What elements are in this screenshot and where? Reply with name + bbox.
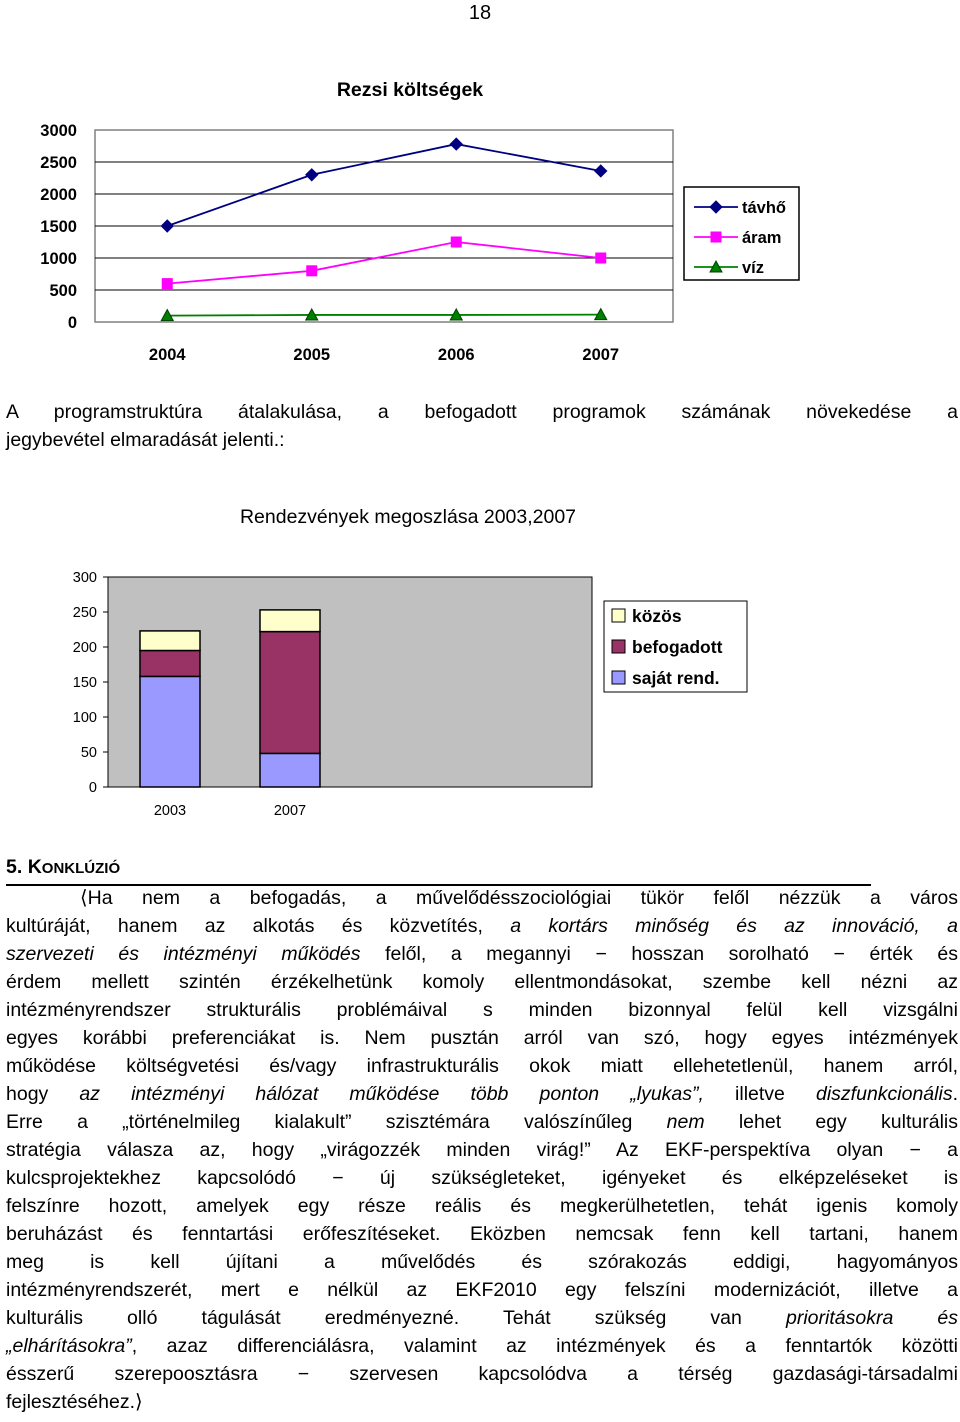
line-chart-rezsi: [0, 70, 960, 450]
chart2-ytick: 200: [72, 640, 97, 656]
chart1-legend-label: víz: [742, 259, 765, 277]
chart2-legend-swatch: [612, 640, 625, 653]
chart2-legend-label: közös: [632, 606, 682, 626]
heading-first-letter: K: [27, 856, 42, 878]
chart2-ytick: 0: [88, 780, 97, 796]
heading-number: 5.: [6, 856, 28, 878]
chart1-xtick: 2004: [148, 346, 186, 364]
chart2-xtick: 2003: [153, 803, 187, 819]
chart1-ytick: 1500: [40, 218, 77, 236]
body-line-10: stratégia válasza az, hogy „virágozzék minden virág!” Az EKF-perspektíva olyan − a: [6, 1139, 958, 1161]
body-line-8: hogy az intézményi hálózat működése több ponton „lyukas”, illetve diszfunkcionális.: [6, 1083, 958, 1105]
chart2-legend-swatch: [612, 609, 625, 622]
chart2-bar-segment: [140, 631, 200, 651]
chart2-ytick: 150: [72, 675, 97, 691]
chart2-ytick: 250: [72, 605, 97, 621]
body-line-9: Erre a „történelmileg kialakult” szisztémára valószínűleg nem lehet egy kulturális: [6, 1111, 958, 1133]
chart1-ytick: 1000: [40, 250, 77, 268]
body-line-4: érdem mellett szintén érzékelhetünk komoly ellentmondásokat, szembe kell nézni az: [6, 971, 958, 993]
chart2-bar-segment: [260, 632, 320, 754]
chart1-legend-marker: [711, 232, 721, 242]
chart2-title: Rendezvények megoszlása 2003,2007: [239, 506, 577, 528]
chart2-ytick: 100: [72, 710, 97, 726]
body-line-12: felszínre hozott, amelyek egy része reális és megkerülhetetlen, tehát igenis komoly: [6, 1195, 958, 1217]
intro-paragraph: [6, 398, 958, 454]
body-line-6: egyes korábbi preferenciákat is. Nem pusztán arról van szó, hogy egyes intézmények: [6, 1027, 958, 1049]
chart1-ytick: 2000: [40, 186, 77, 204]
body-line-18: ésszerű szerepoosztásra − szervesen kapcsolódva a térség gazdasági-társadalmi: [6, 1363, 958, 1385]
stacked-bar-chart-rendezvenyek: [0, 495, 960, 835]
heading-rest: ONKLÚZIÓ: [41, 860, 121, 877]
chart1-xtick: 2006: [437, 346, 475, 364]
intro-line-1: A programstruktúra átalakulása, a befogadott programok számának növekedése a: [6, 401, 958, 423]
body-line-7: működése költségvetési és/vagy infrastrukturális okok miatt ellehetetlenül, hanem arról,: [6, 1055, 958, 1077]
body-line-17: „elhárításokra”, azaz differenciálásra, valamint az intézmények és a fenntartók közötti: [6, 1335, 958, 1357]
body-line-19: fejlesztéséhez.⟩: [6, 1391, 143, 1413]
body-line-15: intézményrendszerét, mert e nélkül az EKF2010 egy felszíni modernizációt, illetve a: [6, 1279, 958, 1301]
chart2-bar-segment: [260, 610, 320, 632]
body-line-13: beruházást és fenntartási erőfeszítéseket. Eközben nemcsak fenn kell tartani, hanem: [6, 1223, 958, 1245]
body-paragraph: [6, 884, 958, 1416]
chart1-legend-label: áram: [742, 229, 782, 247]
chart1-ytick: 3000: [40, 122, 77, 140]
body-line-11: kulcsprojektekhez kapcsolódó − új szükségleteket, igényeket és elképzeléseket is: [6, 1167, 958, 1189]
body-line-2: kultúráját, hanem az alkotás és közvetítés, a kortárs minőség és az innováció, a: [6, 915, 959, 937]
chart2-bar-segment: [140, 651, 200, 677]
chart1-title: Rezsi költségek: [336, 79, 484, 101]
chart2-bar-segment: [140, 676, 200, 787]
chart1-xtick: 2005: [293, 346, 331, 364]
section-heading: [6, 856, 871, 886]
chart1-point: [162, 279, 172, 289]
chart1-series-line: [167, 315, 601, 316]
page-number: 18: [468, 2, 492, 24]
body-line-5: intézményrendszer strukturális problémáival s minden bizonnyal felül kell vizsgálni: [6, 999, 958, 1021]
chart1-point: [451, 237, 461, 247]
chart1-point: [596, 253, 606, 263]
chart2-ytick: 50: [80, 745, 97, 761]
body-line-1: ⟨Ha nem a befogadás, a művelődésszociológiai tükör felől nézzük a város: [80, 887, 958, 909]
chart1-ytick: 0: [67, 314, 77, 332]
chart2-legend-swatch: [612, 671, 625, 684]
body-line-16: kulturális olló tágulását eredményezné. Tehát szükség van prioritásokra és: [6, 1307, 958, 1329]
chart1-ytick: 2500: [40, 154, 77, 172]
chart2-ytick: 300: [72, 570, 97, 586]
chart1-point: [307, 266, 317, 276]
chart1-legend-label: távhő: [742, 199, 787, 217]
chart2-xtick: 2007: [273, 803, 307, 819]
chart2-legend-label: befogadott: [632, 637, 723, 657]
chart1-xtick: 2007: [582, 346, 620, 364]
chart1-ytick: 500: [49, 282, 77, 300]
chart2-bar-segment: [260, 753, 320, 787]
intro-line-2: jegybevétel elmaradását jelenti.:: [6, 429, 285, 451]
body-line-14: meg is kell újítani a művelődés és szórakozás eddigi, hagyományos: [6, 1251, 958, 1273]
body-line-3: szervezeti és intézményi működés felől, a megannyi − hosszan sorolható − érték és: [6, 943, 958, 965]
chart2-legend-label: saját rend.: [632, 668, 720, 688]
